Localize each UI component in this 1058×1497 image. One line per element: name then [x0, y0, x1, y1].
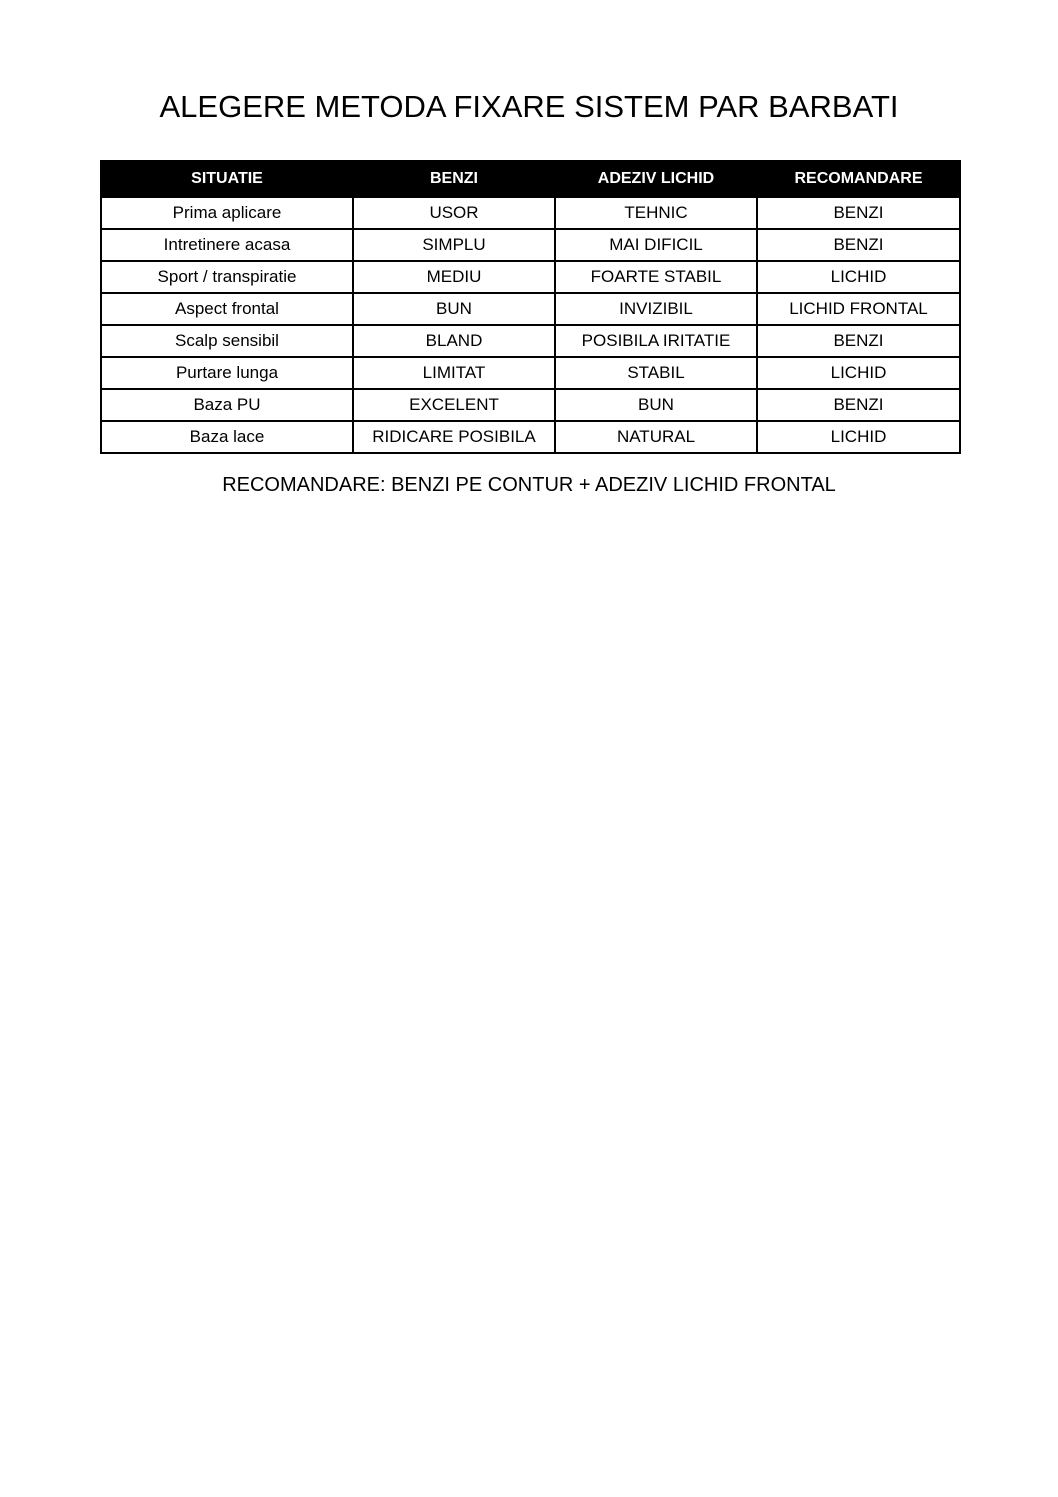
cell-recomandare: LICHID	[757, 261, 960, 293]
cell-situatie: Sport / transpiratie	[101, 261, 353, 293]
cell-situatie: Aspect frontal	[101, 293, 353, 325]
cell-recomandare: BENZI	[757, 389, 960, 421]
cell-benzi: LIMITAT	[353, 357, 555, 389]
cell-adeziv-lichid: TEHNIC	[555, 197, 757, 229]
cell-recomandare: LICHID	[757, 357, 960, 389]
cell-situatie: Purtare lunga	[101, 357, 353, 389]
header-situatie: SITUATIE	[101, 161, 353, 197]
cell-recomandare: BENZI	[757, 229, 960, 261]
cell-adeziv-lichid: BUN	[555, 389, 757, 421]
cell-situatie: Prima aplicare	[101, 197, 353, 229]
table-row	[101, 197, 960, 229]
cell-recomandare: LICHID FRONTAL	[757, 293, 960, 325]
recommendation-note: RECOMANDARE: BENZI PE CONTUR + ADEZIV LICHID FRONTAL	[222, 474, 836, 496]
cell-benzi: MEDIU	[353, 261, 555, 293]
cell-adeziv-lichid: POSIBILA IRITATIE	[555, 325, 757, 357]
cell-situatie: Intretinere acasa	[101, 229, 353, 261]
table-row	[101, 261, 960, 293]
cell-adeziv-lichid: INVIZIBIL	[555, 293, 757, 325]
cell-situatie: Baza PU	[101, 389, 353, 421]
table-body	[101, 197, 960, 453]
table-row	[101, 389, 960, 421]
cell-benzi: EXCELENT	[353, 389, 555, 421]
cell-benzi: RIDICARE POSIBILA	[353, 421, 555, 453]
cell-adeziv-lichid: NATURAL	[555, 421, 757, 453]
cell-situatie: Baza lace	[101, 421, 353, 453]
cell-benzi: USOR	[353, 197, 555, 229]
comparison-table-container	[100, 160, 959, 454]
comparison-table	[100, 160, 961, 454]
cell-recomandare: LICHID	[757, 421, 960, 453]
header-benzi: BENZI	[353, 161, 555, 197]
cell-adeziv-lichid: FOARTE STABIL	[555, 261, 757, 293]
cell-recomandare: BENZI	[757, 197, 960, 229]
cell-benzi: BUN	[353, 293, 555, 325]
header-recomandare: RECOMANDARE	[757, 161, 960, 197]
cell-adeziv-lichid: MAI DIFICIL	[555, 229, 757, 261]
table-row	[101, 357, 960, 389]
table-row	[101, 421, 960, 453]
header-row	[101, 161, 960, 197]
cell-benzi: BLAND	[353, 325, 555, 357]
cell-benzi: SIMPLU	[353, 229, 555, 261]
table-header	[101, 161, 960, 197]
cell-recomandare: BENZI	[757, 325, 960, 357]
table-row	[101, 293, 960, 325]
cell-adeziv-lichid: STABIL	[555, 357, 757, 389]
table-row	[101, 229, 960, 261]
table-row	[101, 325, 960, 357]
cell-situatie: Scalp sensibil	[101, 325, 353, 357]
header-adeziv-lichid: ADEZIV LICHID	[555, 161, 757, 197]
page-title: ALEGERE METODA FIXARE SISTEM PAR BARBATI	[159, 89, 899, 124]
